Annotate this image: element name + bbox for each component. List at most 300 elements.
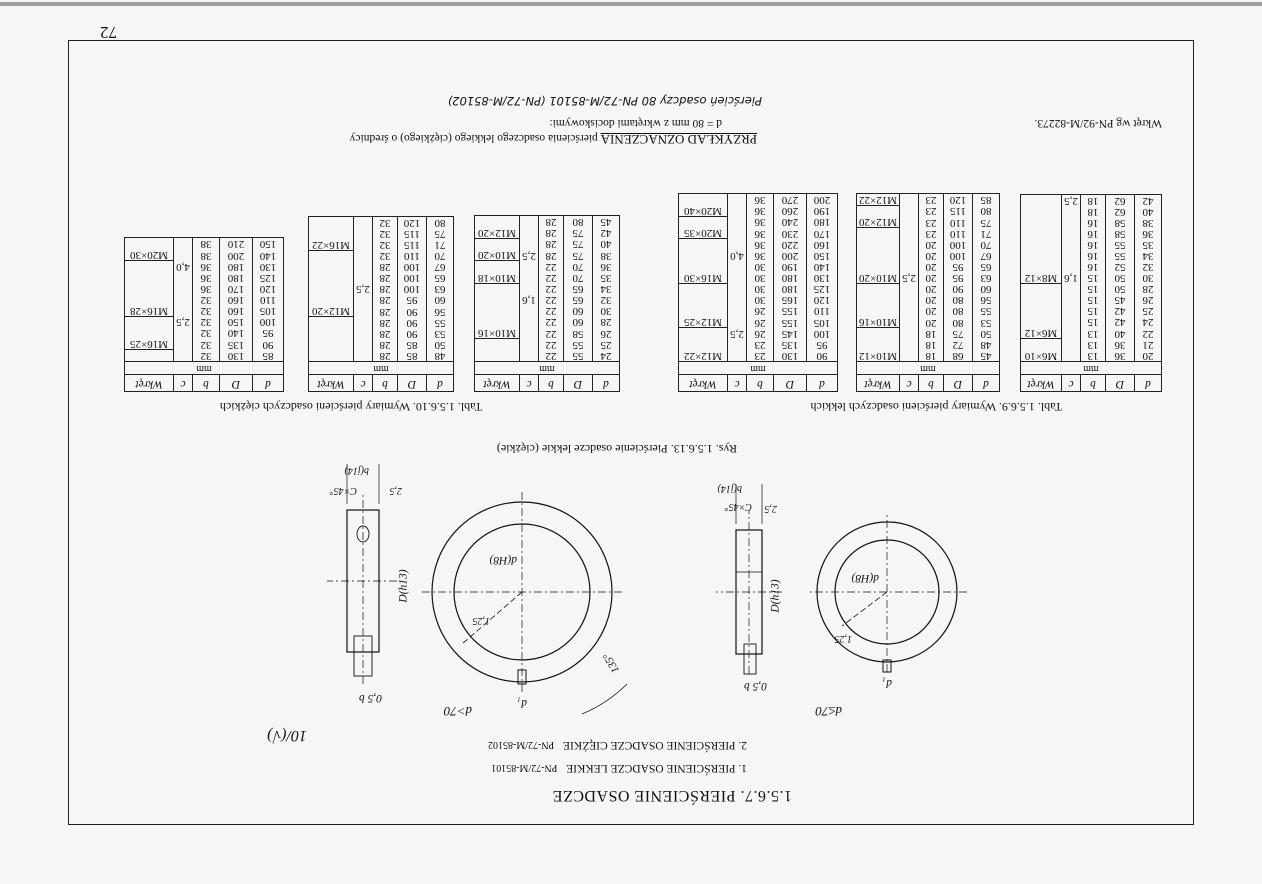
example-designation: Pierścień osadczy 80 PN-72/M-85101 (PN-72/M-85102) [447, 94, 762, 108]
table-row [309, 339, 454, 350]
light-d-label: d(H8) [851, 572, 879, 584]
table-cell-screw: M12×22 [857, 194, 900, 206]
table-cell: 23 [747, 350, 774, 362]
table-cell-screw [309, 339, 354, 350]
unit-label: mm [475, 362, 620, 375]
table-cell: 15 [1081, 317, 1106, 328]
table-cell-c [174, 350, 193, 362]
table-row [475, 261, 620, 272]
table-cell: 26 [747, 317, 774, 329]
table-cell: 38 [193, 238, 220, 250]
table-cell: 180 [220, 272, 253, 283]
table-cell: 28 [373, 295, 398, 306]
table-row [857, 194, 1000, 206]
table-cell-screw [1021, 284, 1062, 295]
table-cell: 32 [1135, 261, 1162, 272]
table-row [857, 239, 1000, 250]
table-cell-screw [857, 295, 900, 306]
table-cell-c [900, 239, 919, 250]
table-cell: 67 [427, 262, 454, 273]
heavy-d-label: d(H8) [489, 554, 517, 566]
table-cell: 28 [539, 239, 564, 250]
table-cell: 100 [944, 250, 973, 261]
table-row [679, 205, 838, 217]
table-cell: 24 [593, 350, 620, 362]
table-cell-c [174, 283, 193, 294]
heavy-d-note: d>70 [443, 704, 472, 719]
table-cell: 38 [1135, 217, 1162, 228]
table-cell: 21 [1135, 339, 1162, 350]
table-cell: 28 [373, 262, 398, 273]
table-cell-c [174, 272, 193, 283]
table-cell-c [520, 350, 539, 362]
table-row [309, 217, 454, 229]
table-cell: 36 [593, 261, 620, 272]
table-row [475, 306, 620, 317]
table-cell-screw: M16×22 [309, 239, 354, 251]
table-cell: 42 [593, 227, 620, 239]
table-cell: 42 [1106, 306, 1135, 317]
table-cell: 58 [1106, 217, 1135, 228]
table-cell: 160 [220, 294, 253, 305]
table-cell-c [174, 294, 193, 305]
table-cell-screw [857, 306, 900, 317]
table-cell: 95 [398, 295, 427, 306]
table-row [1021, 250, 1162, 261]
table-cell: 20 [1135, 350, 1162, 362]
example-title: PRZYKŁAD OZNACZENIA [600, 132, 757, 147]
table-cell: 110 [944, 228, 973, 239]
table-cell: 16 [1081, 250, 1106, 261]
table-cell-screw [1021, 206, 1062, 217]
table-cell: 115 [944, 206, 973, 217]
column-header: d [1135, 375, 1162, 392]
heavy-angle-label: 135° [601, 650, 622, 676]
column-header: b [1081, 375, 1106, 392]
unit-label: mm [125, 362, 284, 375]
light-b-label: b(j14) [717, 483, 742, 494]
table-cell-c [354, 273, 373, 284]
table-cell: 28 [373, 306, 398, 318]
table-cell-screw [1021, 195, 1062, 207]
table-cell-c [900, 306, 919, 317]
column-header: d [253, 375, 284, 392]
column-header: Wkręt [125, 375, 174, 392]
table-cell: 75 [944, 328, 973, 339]
table-cell: 28 [539, 250, 564, 262]
table-cell: 32 [193, 317, 220, 328]
table-cell-screw [857, 328, 900, 339]
table-cell-c [728, 194, 747, 206]
table-cell: 80 [944, 295, 973, 306]
table-cell: 65 [564, 284, 593, 295]
table-row [1021, 195, 1162, 207]
table-cell: 150 [220, 317, 253, 328]
table-row [857, 339, 1000, 350]
table_light-block-0 [1020, 194, 1162, 392]
table-cell: 160 [807, 239, 838, 250]
table-cell: 42 [1135, 195, 1162, 207]
table-cell-screw [309, 317, 354, 328]
table-cell: 28 [373, 339, 398, 350]
table-cell: 36 [1106, 350, 1135, 362]
table-cell: 28 [539, 227, 564, 239]
table-cell: 130 [253, 261, 284, 272]
table-row [475, 216, 620, 228]
table-cell: 32 [193, 328, 220, 339]
table-cell-c [900, 339, 919, 350]
table-cell-screw [857, 228, 900, 239]
table-row [475, 295, 620, 306]
light-ring-front-view [807, 512, 967, 672]
table-row [475, 239, 620, 250]
table-cell-c [900, 217, 919, 229]
table-cell-screw [125, 350, 174, 362]
table-row [125, 328, 284, 339]
table-cell-screw: M16×28 [125, 305, 174, 317]
table-cell: 20 [919, 295, 944, 306]
table-row [309, 317, 454, 328]
table-cell: 60 [973, 284, 1000, 295]
table-cell: 60 [427, 295, 454, 306]
table-cell: 28 [373, 350, 398, 362]
table-cell: 30 [747, 284, 774, 295]
column-header: b [919, 375, 944, 392]
table-cell-c [900, 328, 919, 339]
column-header: D [398, 375, 427, 392]
column-header: c [728, 375, 747, 392]
table-cell: 22 [539, 295, 564, 306]
table-cell-c [520, 306, 539, 317]
table-cell-screw [475, 261, 520, 272]
table-cell: 13 [1081, 350, 1106, 362]
unit-label: mm [1021, 362, 1162, 375]
table-cell-screw: M16×25 [125, 339, 174, 351]
table-cell: 80 [427, 217, 454, 229]
table-cell: 190 [807, 205, 838, 217]
table-cell: 62 [1106, 195, 1135, 207]
table-cell: 56 [427, 306, 454, 318]
table-cell: 50 [1106, 272, 1135, 284]
table-cell: 36 [747, 228, 774, 240]
table-cell-screw [475, 295, 520, 306]
table-row [857, 328, 1000, 339]
table-cell: 80 [564, 216, 593, 228]
table-cell: 130 [774, 350, 807, 362]
table-row [857, 206, 1000, 217]
table-cell-c: 2,5 [520, 250, 539, 262]
table-cell: 230 [774, 228, 807, 240]
heavy-D-label: D(h13) [397, 569, 410, 603]
table-cell: 100 [944, 239, 973, 250]
table-cell: 22 [539, 306, 564, 317]
table-cell: 53 [427, 328, 454, 339]
table-cell-c [354, 350, 373, 362]
table-row [1021, 206, 1162, 217]
table-cell-screw [857, 339, 900, 350]
table-cell: 26 [593, 328, 620, 340]
table-cell-screw [679, 328, 728, 339]
table-row [857, 217, 1000, 229]
table-cell: 190 [774, 261, 807, 272]
table-cell-screw [679, 239, 728, 250]
table-cell: 32 [373, 251, 398, 262]
table-row [309, 284, 454, 295]
table-cell: 110 [398, 251, 427, 262]
table-cell-screw [125, 317, 174, 328]
table-cell: 23 [919, 206, 944, 217]
table-cell-screw [1021, 339, 1062, 350]
table-cell: 22 [539, 328, 564, 340]
table-row [475, 328, 620, 340]
table-row [679, 194, 838, 206]
table-cell: 22 [539, 272, 564, 284]
column-header: Wkręt [857, 375, 900, 392]
table-cell-c [1062, 217, 1081, 228]
table-cell: 52 [1106, 261, 1135, 272]
table-cell-screw [309, 217, 354, 229]
table-cell: 22 [539, 350, 564, 362]
table-row [125, 238, 284, 250]
table-cell: 36 [193, 272, 220, 283]
table-cell: 20 [919, 306, 944, 317]
table-cell: 120 [398, 217, 427, 229]
table-row [125, 272, 284, 283]
table-cell: 40 [593, 239, 620, 250]
table-cell: 63 [973, 272, 1000, 284]
table-row [309, 306, 454, 318]
table-cell-c [900, 261, 919, 272]
table_heavy-block-2 [124, 238, 284, 393]
table-cell: 68 [944, 350, 973, 362]
table-cell-c: 2,5 [900, 272, 919, 284]
column-header: c [900, 375, 919, 392]
table-row [309, 228, 454, 239]
table-cell: 25 [1135, 306, 1162, 317]
table-cell-screw [125, 328, 174, 339]
table-cell: 20 [919, 284, 944, 295]
table-cell: 35 [593, 272, 620, 284]
table-row [1021, 228, 1162, 239]
table_heavy-block-1 [308, 216, 454, 392]
table-cell-screw [1021, 306, 1062, 317]
table-cell-screw: M8×12 [1021, 272, 1062, 284]
table-cell-c [354, 239, 373, 251]
table-cell-screw: M10×20 [857, 272, 900, 284]
example-line1 [350, 131, 757, 147]
table-cell-c [1062, 239, 1081, 250]
table-cell: 120 [253, 283, 284, 294]
table_light-block-1 [856, 193, 1000, 392]
table-cell: 34 [1135, 250, 1162, 261]
table-cell: 26 [747, 328, 774, 339]
table-cell-screw [309, 284, 354, 295]
table-cell: 140 [807, 261, 838, 272]
table-cell-screw: M10×16 [475, 328, 520, 340]
table-cell: 71 [973, 228, 1000, 239]
table-cell-c [728, 339, 747, 350]
table-cell: 200 [807, 194, 838, 206]
table-cell: 55 [973, 306, 1000, 317]
table-cell-screw: M12×25 [679, 317, 728, 329]
table-row [679, 306, 838, 317]
table-cell-c [520, 317, 539, 328]
table-cell: 20 [919, 261, 944, 272]
table-row [679, 250, 838, 261]
table-cell: 240 [774, 217, 807, 228]
table-cell: 53 [973, 317, 1000, 329]
table-cell-c [1062, 228, 1081, 239]
table-row [1021, 350, 1162, 362]
table-cell-screw [857, 284, 900, 295]
table-cell: 32 [593, 295, 620, 306]
light-radius-label: 1,25 [834, 633, 852, 644]
table-cell: 170 [807, 228, 838, 240]
table-cell: 95 [944, 272, 973, 284]
table-cell: 36 [193, 283, 220, 294]
table-cell-c [354, 262, 373, 273]
table-cell: 90 [944, 284, 973, 295]
unit-label: mm [679, 362, 838, 375]
table-cell: 70 [564, 272, 593, 284]
table-cell: 15 [1081, 272, 1106, 284]
table-row [1021, 284, 1162, 295]
table-cell: 80 [973, 206, 1000, 217]
table-cell-c [354, 317, 373, 328]
table-cell: 36 [747, 205, 774, 217]
table-row [1021, 295, 1162, 306]
table-cell-c [520, 339, 539, 350]
table-cell: 90 [253, 339, 284, 351]
table-cell-c [728, 261, 747, 272]
table-cell-c [174, 328, 193, 339]
table-row [125, 350, 284, 362]
table-cell: 13 [1081, 328, 1106, 340]
column-header: D [1106, 375, 1135, 392]
table-cell: 23 [919, 228, 944, 239]
table-cell: 100 [398, 262, 427, 273]
table-cell: 120 [944, 194, 973, 206]
table-cell-screw [1021, 239, 1062, 250]
table-row [679, 317, 838, 329]
heavy-ring-side-view [327, 464, 397, 684]
table-cell: 32 [193, 350, 220, 362]
table-cell: 125 [807, 284, 838, 295]
table-cell: 180 [220, 261, 253, 272]
table-cell-screw [125, 238, 174, 250]
table-row [309, 328, 454, 339]
table-cell: 55 [1106, 250, 1135, 261]
page-number: 72 [100, 23, 117, 42]
table-cell: 95 [253, 328, 284, 339]
table-cell-screw [475, 350, 520, 362]
table-cell: 210 [220, 238, 253, 250]
table-row [679, 328, 838, 339]
table-cell-screw [679, 194, 728, 206]
table-cell: 36 [1135, 228, 1162, 239]
table-row [125, 339, 284, 351]
table-cell: 26 [747, 306, 774, 317]
table-cell-screw: M6×12 [1021, 328, 1062, 340]
table-cell: 24 [1135, 317, 1162, 328]
table-cell: 65 [427, 273, 454, 284]
heavy-chamfer-label: C×45° [329, 485, 357, 496]
section-title: 1.5.6.7. PIERŚCIENIE OSADCZE [552, 787, 792, 804]
table-cell: 38 [193, 250, 220, 262]
table-cell: 36 [747, 250, 774, 261]
table-cell-c [354, 339, 373, 350]
table-cell-c [728, 350, 747, 362]
table-cell: 70 [427, 251, 454, 262]
table-cell-screw [309, 295, 354, 306]
table-cell-screw [309, 251, 354, 262]
roughness-symbol: 10/(√) [267, 727, 307, 744]
table-cell: 63 [427, 284, 454, 295]
table-cell: 20 [919, 239, 944, 250]
column-header: d [973, 375, 1000, 392]
table-cell: 45 [1106, 295, 1135, 306]
table-cell: 22 [539, 339, 564, 350]
table_heavy-block-0 [474, 215, 620, 392]
table-cell-screw: M20×30 [125, 250, 174, 262]
heavy-roughness-label: 2,5 [389, 485, 402, 496]
table-row [679, 261, 838, 272]
table-row [475, 339, 620, 350]
table-cell: 22 [539, 284, 564, 295]
table-cell-c [1062, 295, 1081, 306]
table-cell-screw [857, 261, 900, 272]
table-cell: 48 [427, 350, 454, 362]
column-header: D [220, 375, 253, 392]
table-row [679, 284, 838, 295]
heavy-b-label: b(j14) [344, 465, 369, 476]
example-text2: d = 80 mm z wkrętami dociskowymi: [549, 117, 722, 129]
table-cell: 120 [807, 295, 838, 306]
table-cell-screw: M10×18 [475, 272, 520, 284]
table-cell: 90 [807, 350, 838, 362]
table-cell: 50 [1106, 284, 1135, 295]
table-cell: 23 [747, 339, 774, 350]
table-cell: 16 [1081, 261, 1106, 272]
table-cell: 110 [944, 217, 973, 229]
table-cell-c [354, 295, 373, 306]
table-cell: 135 [220, 339, 253, 351]
table-cell-screw [309, 262, 354, 273]
table-row [1021, 317, 1162, 328]
column-header: c [174, 375, 193, 392]
column-header: c [1062, 375, 1081, 392]
table-cell: 50 [973, 328, 1000, 339]
table-cell-screw [125, 272, 174, 283]
table-cell: 100 [398, 284, 427, 295]
table-cell-c [900, 350, 919, 362]
table-cell: 95 [807, 339, 838, 350]
table-cell: 15 [1081, 295, 1106, 306]
table-cell-screw [857, 250, 900, 261]
table-cell: 220 [774, 239, 807, 250]
table-cell: 22 [539, 261, 564, 272]
table-cell-c [520, 328, 539, 340]
table-row [125, 261, 284, 272]
table-row [309, 273, 454, 284]
column-header: D [774, 375, 807, 392]
table-cell: 90 [398, 306, 427, 318]
table-cell-c: 2,5 [174, 317, 193, 328]
table-cell: 40 [1135, 206, 1162, 217]
table-cell: 30 [747, 261, 774, 272]
table-row [1021, 217, 1162, 228]
table-cell: 13 [1081, 339, 1106, 350]
